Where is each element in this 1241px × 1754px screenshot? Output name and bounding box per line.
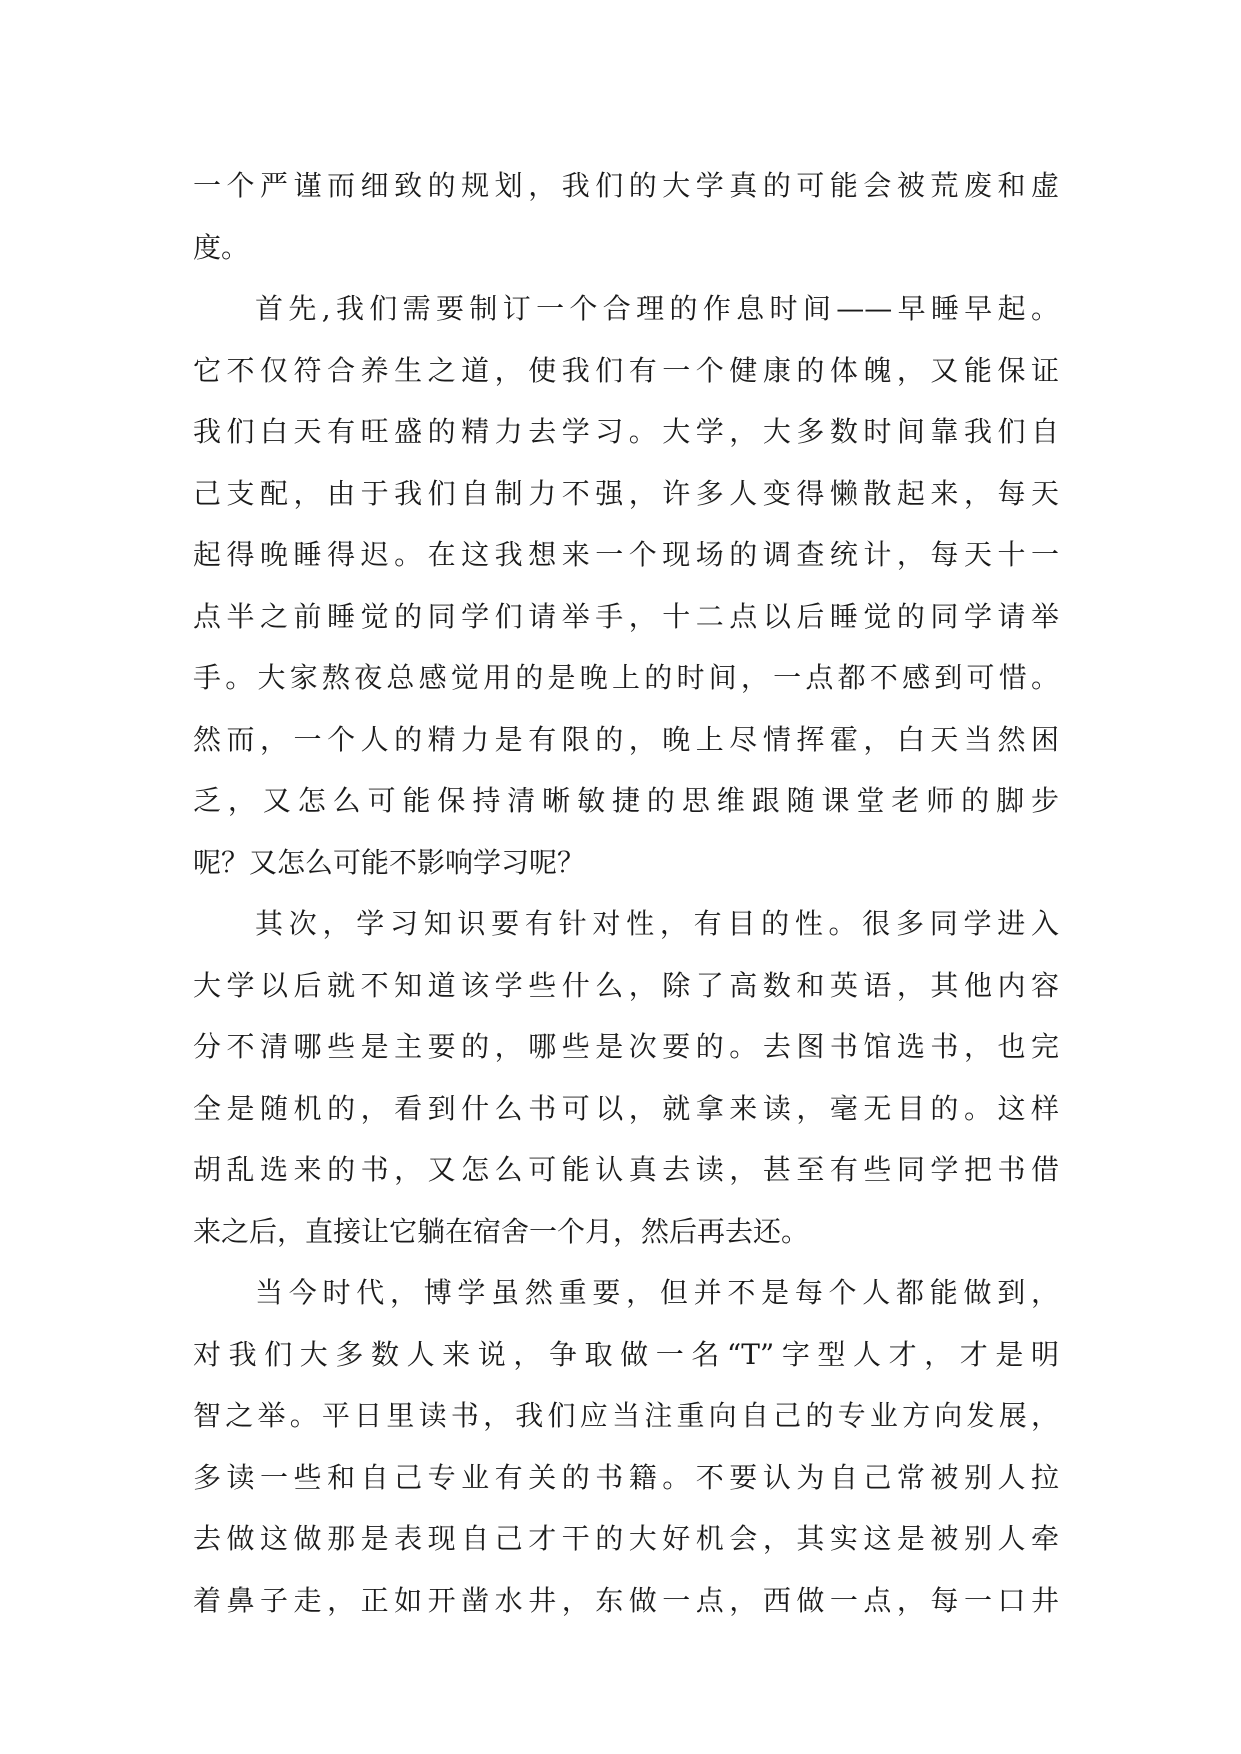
paragraph-first-line: 当今时代，博学虽然重要，但并不是每个人都能做到，	[255, 1276, 1059, 1309]
text-line: 我们白天有旺盛的精力去学习。大学，大多数时间靠我们自	[193, 415, 1059, 448]
text-line: 智之举。平日里读书，我们应当注重向自己的专业方向发展，	[193, 1399, 1059, 1432]
text-line: 手。大家熬夜总感觉用的是晚上的时间，一点都不感到可惜。	[193, 661, 1059, 694]
text-line: 大学以后就不知道该学些什么，除了高数和英语，其他内容	[193, 968, 1059, 1002]
text-line: 然而，一个人的精力是有限的，晚上尽情挥霍，白天当然困	[193, 722, 1059, 756]
text-line: 多读一些和自己专业有关的书籍。不要认为自己常被别人拉	[193, 1460, 1059, 1494]
text-line: 来之后，直接让它躺在宿舍一个月，然后再去还。	[193, 1214, 810, 1248]
text-line: 度。	[193, 230, 250, 264]
text-line: 全是随机的，看到什么书可以，就拿来读，毫无目的。这样	[193, 1091, 1059, 1125]
text-line: 分不清哪些是主要的，哪些是次要的。去图书馆选书，也完	[193, 1030, 1059, 1063]
paragraph-first-line: 其次，学习知识要有针对性，有目的性。很多同学进入	[255, 907, 1059, 940]
text-line: 一个严谨而细致的规划，我们的大学真的可能会被荒废和虚	[193, 169, 1059, 202]
paragraph-first-line: 首先,我们需要制订一个合理的作息时间——早睡早起。	[255, 292, 1059, 325]
text-line: 它不仅符合养生之道，使我们有一个健康的体魄，又能保证	[193, 353, 1059, 387]
text-line: 起得晚睡得迟。在这我想来一个现场的调查统计，每天十一	[193, 538, 1059, 571]
text-line: 胡乱选来的书，又怎么可能认真去读，甚至有些同学把书借	[193, 1153, 1059, 1186]
text-line: 己支配，由于我们自制力不强，许多人变得懒散起来，每天	[193, 476, 1059, 510]
text-line: 点半之前睡觉的同学们请举手，十二点以后睡觉的同学请举	[193, 599, 1059, 633]
text-line: 对我们大多数人来说，争取做一名“T”字型人才，才是明	[193, 1337, 1059, 1371]
text-line: 去做这做那是表现自己才干的大好机会，其实这是被别人牵	[193, 1522, 1059, 1555]
document-body	[193, 155, 1059, 1631]
text-line: 乏，又怎么可能保持清晰敏捷的思维跟随课堂老师的脚步	[193, 784, 1059, 817]
text-line: 呢？又怎么可能不影响学习呢？	[193, 845, 586, 879]
text-line: 着鼻子走，正如开凿水井，东做一点，西做一点，每一口井	[193, 1583, 1059, 1617]
